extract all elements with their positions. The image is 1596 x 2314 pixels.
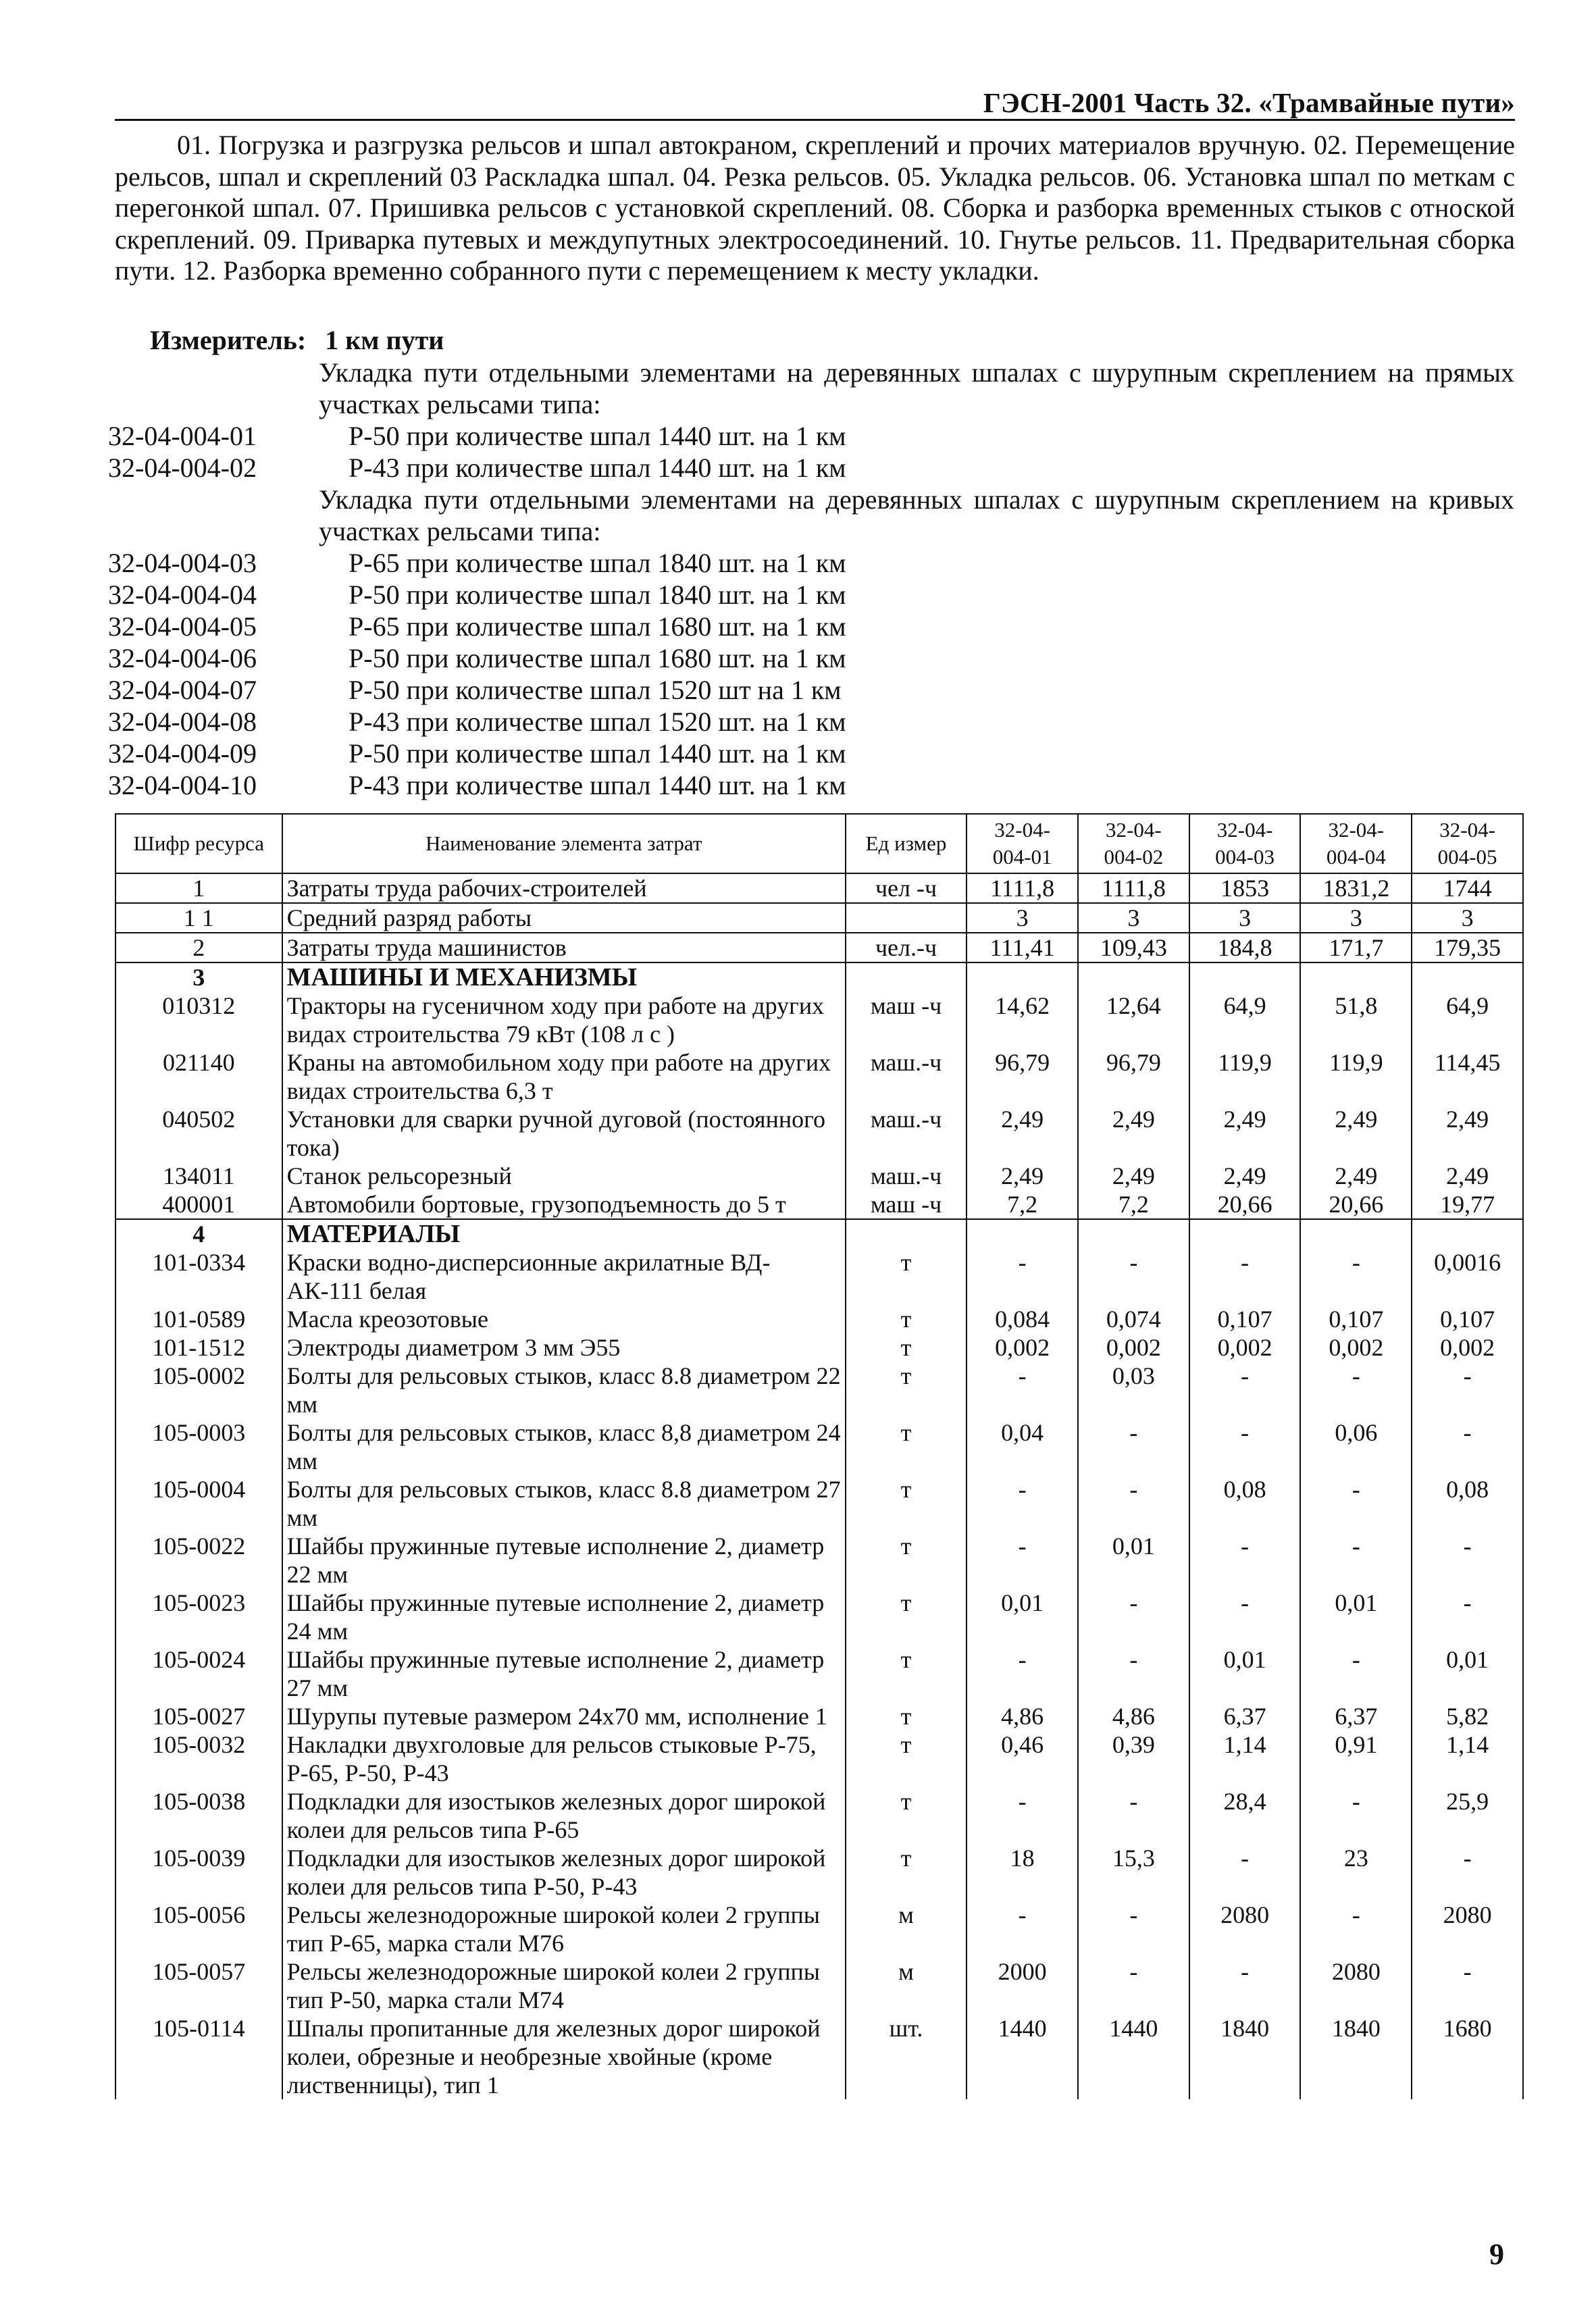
norm-value-5: 3 [1412,903,1523,933]
cost-element-name: Болты для рельсовых стыков, класс 8,8 диаметром 24 мм [282,1418,846,1475]
table-row [115,1730,1523,1787]
measure-value: 1 км пути [325,325,444,355]
norm-value-5: 2,49 [1412,1162,1523,1190]
norm-value-2: 3 [1078,903,1189,933]
norm-value-2: 2,49 [1078,1105,1189,1162]
norm-value-1: 0,04 [967,1418,1078,1475]
table-row [115,1589,1523,1645]
norm-code-row [108,420,1520,452]
norm-value-3: 0,01 [1189,1645,1301,1702]
unit-of-measure: т [846,1787,967,1844]
header-col-3: 32-04- 004-03 [1189,814,1301,873]
norm-value-4: - [1300,1532,1412,1589]
norm-value-4: 2,49 [1300,1105,1412,1162]
norm-value-2 [1078,962,1189,992]
norm-value-1: 4,86 [967,1702,1078,1730]
table-row [115,873,1523,903]
norm-value-3: 119,9 [1189,1048,1301,1105]
cost-element-name: Подкладки для изостыков железных дорог широкой колеи для рельсов типа Р-65 [282,1787,846,1844]
resource-code: 1 [115,873,282,903]
header-col-1: 32-04- 004-01 [967,814,1078,873]
norm-value-2: 12,64 [1078,992,1189,1048]
norm-value-1: 2,49 [967,1162,1078,1190]
norm-value-1: - [967,1475,1078,1532]
norm-code: 32-04-004-07 [108,675,257,705]
norm-value-4: 20,66 [1300,1190,1412,1219]
resource-code: 021140 [115,1048,282,1105]
norm-value-5: 19,77 [1412,1190,1523,1219]
table-row [115,1190,1523,1219]
norm-value-5: 179,35 [1412,933,1523,962]
cost-element-name: Шайбы пружинные путевые исполнение 2, диаметр 24 мм [282,1589,846,1645]
unit-of-measure: т [846,1730,967,1787]
resource-code: 105-0003 [115,1418,282,1475]
resource-code: 105-0022 [115,1532,282,1589]
resource-code: 105-0004 [115,1475,282,1532]
norm-value-3 [1189,1219,1301,1248]
norm-value-3 [1189,962,1301,992]
norm-value-1: 2000 [967,1957,1078,2014]
table-row [115,933,1523,962]
cost-element-name: Шпалы пропитанные для железных дорог широкой колеи, обрезные и необрезные хвойные (кроме лиственницы), тип 1 [282,2014,846,2099]
norm-value-2: 0,002 [1078,1333,1189,1362]
norm-desc: Р-50 при количестве шпал 1680 шт. на 1 км [349,643,846,673]
unit-of-measure: т [846,1333,967,1362]
cost-element-name: Шайбы пружинные путевые исполнение 2, диаметр 22 мм [282,1532,846,1589]
norm-value-4: 6,37 [1300,1702,1412,1730]
norm-code-row [108,642,1520,674]
unit-of-measure: м [846,1901,967,1957]
unit-of-measure: т [846,1475,967,1532]
resource-code: 4 [115,1219,282,1248]
norm-value-3: 2080 [1189,1901,1301,1957]
norm-value-2: - [1078,1645,1189,1702]
norm-value-4: - [1300,1901,1412,1957]
cost-element-name: Рельсы железнодорожные широкой колеи 2 группы тип Р-50, марка стали М74 [282,1957,846,2014]
unit-of-measure: т [846,1702,967,1730]
norm-desc: Р-43 при количестве шпал 1440 шт. на 1 км [349,453,846,483]
table-row [115,1844,1523,1901]
norm-code: 32-04-004-04 [108,580,257,610]
norm-value-2: 0,074 [1078,1305,1189,1333]
norm-value-5: 1680 [1412,2014,1523,2099]
norm-value-5: 1744 [1412,873,1523,903]
resource-code: 010312 [115,992,282,1048]
norm-value-3: 1853 [1189,873,1301,903]
norm-value-3: - [1189,1418,1301,1475]
table-row [115,1901,1523,1957]
header-col-4: 32-04- 004-04 [1300,814,1412,873]
norm-value-3: - [1189,1362,1301,1418]
norm-value-2: 109,43 [1078,933,1189,962]
norm-value-1 [967,962,1078,992]
unit-of-measure: шт. [846,2014,967,2099]
norm-code: 32-04-004-08 [108,706,257,737]
resource-code: 105-0027 [115,1702,282,1730]
running-header: ГЭСН-2001 Часть 32. «Трамвайные пути» [983,87,1515,118]
cost-element-name: Шурупы путевые размером 24х70 мм, исполнение 1 [282,1702,846,1730]
norm-value-1: 1440 [967,2014,1078,2099]
norm-code-row [108,738,1520,769]
norm-value-5: - [1412,1844,1523,1901]
unit-of-measure: т [846,1248,967,1305]
norm-value-4: 1831,2 [1300,873,1412,903]
norm-value-2: 1111,8 [1078,873,1189,903]
table-row [115,1248,1523,1305]
norm-value-5: 0,107 [1412,1305,1523,1333]
norm-value-5: 2080 [1412,1901,1523,1957]
cost-element-name: МАШИНЫ И МЕХАНИЗМЫ [282,962,846,992]
work-composition-paragraph: 01. Погрузка и разгрузка рельсов и шпал автокраном, скреплений и прочих материалов вручную. 02. Перемещение рельсов, шпал и скреплений 03 Раскладка шпал. 04. Резка рельсов. 05. Укладка рельсов. 06. Установка шпал по меткам с перегонкой шпал. 07. Пришивка рельсов с установкой скреплений. 08. Сборка и разборка временных стыков с отноской скреплений. 09. Приварка путевых и междупутных электросоединений. 10. Гнутье рельсов. 11. Предварительная сборка пути. 12. Разборка временно собранного пути с перемещением к месту укладки. [115,130,1515,286]
cost-element-name: Установки для сварки ручной дуговой (постоянного тока) [282,1105,846,1162]
table-row [115,1787,1523,1844]
resource-code: 101-0589 [115,1305,282,1333]
measure-unit [150,324,444,356]
resource-code: 105-0002 [115,1362,282,1418]
norm-value-5: 0,002 [1412,1333,1523,1362]
cost-element-name: Краски водно-дисперсионные акрилатные ВД-АК-111 белая [282,1248,846,1305]
norm-value-1: 18 [967,1844,1078,1901]
unit-of-measure: маш -ч [846,992,967,1048]
norm-value-3: - [1189,1589,1301,1645]
norm-value-5: 25,9 [1412,1787,1523,1844]
unit-of-measure: м [846,1957,967,2014]
cost-element-name: Болты для рельсовых стыков, класс 8.8 диаметром 22 мм [282,1362,846,1418]
norm-value-1: 111,41 [967,933,1078,962]
cost-element-name: Рельсы железнодорожные широкой колеи 2 группы тип Р-65, марка стали М76 [282,1901,846,1957]
norm-value-1: 0,46 [967,1730,1078,1787]
norm-code: 32-04-004-05 [108,611,257,642]
norm-value-2 [1078,1219,1189,1248]
resource-code: 040502 [115,1105,282,1162]
norm-desc: Р-50 при количестве шпал 1440 шт. на 1 км [349,738,846,769]
norm-value-2: 7,2 [1078,1190,1189,1219]
norm-value-1: 3 [967,903,1078,933]
table-row [115,1048,1523,1105]
norm-value-1 [967,1219,1078,1248]
resource-code: 134011 [115,1162,282,1190]
norm-value-3: 184,8 [1189,933,1301,962]
norm-desc: Р-43 при количестве шпал 1520 шт. на 1 км [349,706,846,737]
resource-code: 105-0057 [115,1957,282,2014]
norm-value-2: - [1078,1248,1189,1305]
resource-code: 1 1 [115,903,282,933]
norm-value-3: 1,14 [1189,1730,1301,1787]
norm-code-row [108,769,1520,801]
norm-code: 32-04-004-02 [108,453,257,483]
unit-of-measure [846,962,967,992]
resource-code: 105-0038 [115,1787,282,1844]
norm-value-5: - [1412,1589,1523,1645]
norm-value-4: 0,91 [1300,1730,1412,1787]
norm-value-2: - [1078,1418,1189,1475]
group-description: Укладка пути отдельными элементами на деревянных шпалах с шурупным скреплением на кривых участках рельсами типа: [319,484,1514,546]
cost-element-name: Затраты труда машинистов [282,933,846,962]
table-row [115,1957,1523,2014]
table-body [115,873,1523,2099]
norm-value-4: 0,06 [1300,1418,1412,1475]
unit-of-measure: т [846,1589,967,1645]
norm-value-3: - [1189,1532,1301,1589]
norm-value-3: - [1189,1957,1301,2014]
norm-value-3: 2,49 [1189,1105,1301,1162]
norm-value-4: - [1300,1787,1412,1844]
unit-of-measure: маш.-ч [846,1105,967,1162]
unit-of-measure: т [846,1844,967,1901]
norm-value-3: - [1189,1844,1301,1901]
norm-value-5: - [1412,1532,1523,1589]
section-row [115,1219,1523,1248]
unit-of-measure: т [846,1305,967,1333]
norm-desc: Р-50 при количестве шпал 1840 шт. на 1 км [349,580,846,610]
norm-value-4: 0,01 [1300,1589,1412,1645]
norm-value-2: 0,03 [1078,1362,1189,1418]
norm-desc: Р-65 при количестве шпал 1840 шт. на 1 км [349,548,846,578]
header-col-2: 32-04- 004-02 [1078,814,1189,873]
resource-code: 2 [115,933,282,962]
norm-value-5: 114,45 [1412,1048,1523,1105]
norm-desc: Р-50 при количестве шпал 1520 шт на 1 км [349,675,842,705]
header-name: Наименование элемента затрат [282,814,846,873]
table-row [115,1418,1523,1475]
norm-value-2: 0,01 [1078,1532,1189,1589]
table-row [115,1105,1523,1162]
resource-code: 101-0334 [115,1248,282,1305]
norm-value-1: 2,49 [967,1105,1078,1162]
norm-value-1: - [967,1248,1078,1305]
norm-codes-list [108,357,1520,801]
table-row [115,1333,1523,1362]
cost-element-name: Затраты труда рабочих-строителей [282,873,846,903]
norm-value-2: - [1078,1475,1189,1532]
resource-code: 101-1512 [115,1333,282,1362]
norm-value-2: 2,49 [1078,1162,1189,1190]
norm-value-4 [1300,1219,1412,1248]
norm-value-5: - [1412,1957,1523,2014]
norm-value-1: 96,79 [967,1048,1078,1105]
unit-of-measure: маш.-ч [846,1162,967,1190]
header-unit: Ед измер [846,814,967,873]
resource-code: 105-0024 [115,1645,282,1702]
unit-of-measure: т [846,1645,967,1702]
section-row [115,962,1523,992]
norm-value-4: 171,7 [1300,933,1412,962]
norm-value-1: - [967,1532,1078,1589]
table-row [115,1305,1523,1333]
norm-value-3: 6,37 [1189,1702,1301,1730]
norm-value-3: 0,002 [1189,1333,1301,1362]
norm-value-3: 0,107 [1189,1305,1301,1333]
work-composition-text [115,130,1515,287]
resource-code: 105-0023 [115,1589,282,1645]
norm-value-4: 51,8 [1300,992,1412,1048]
norm-value-4: 2080 [1300,1957,1412,2014]
norm-value-1: 0,002 [967,1333,1078,1362]
measure-label: Измеритель: [150,325,307,355]
resource-code: 105-0032 [115,1730,282,1787]
norm-value-2: 96,79 [1078,1048,1189,1105]
norm-value-2: - [1078,1589,1189,1645]
cost-element-name: Подкладки для изостыков железных дорог широкой колеи для рельсов типа Р-50, Р-43 [282,1844,846,1901]
resource-code: 105-0114 [115,2014,282,2099]
cost-element-name: Станок рельсорезный [282,1162,846,1190]
resource-code: 3 [115,962,282,992]
norm-value-5 [1412,962,1523,992]
norm-value-5: - [1412,1418,1523,1475]
norm-value-1: 1111,8 [967,873,1078,903]
norm-value-5: 2,49 [1412,1105,1523,1162]
norm-value-1: 14,62 [967,992,1078,1048]
unit-of-measure: т [846,1362,967,1418]
norm-value-5: - [1412,1362,1523,1418]
unit-of-measure: маш -ч [846,1190,967,1219]
norm-value-3: 1840 [1189,2014,1301,2099]
norm-value-1: - [967,1362,1078,1418]
norm-value-2: 0,39 [1078,1730,1189,1787]
cost-element-name: Болты для рельсовых стыков, класс 8.8 диаметром 27 мм [282,1475,846,1532]
norm-value-4: 119,9 [1300,1048,1412,1105]
norm-value-4: - [1300,1362,1412,1418]
norm-value-3: 3 [1189,903,1301,933]
norm-value-1: - [967,1787,1078,1844]
norm-value-2: - [1078,1957,1189,2014]
norm-value-3: 2,49 [1189,1162,1301,1190]
cost-element-name: МАТЕРИАЛЫ [282,1219,846,1248]
norm-value-5: 64,9 [1412,992,1523,1048]
resource-table [115,813,1524,2099]
norm-value-3: 20,66 [1189,1190,1301,1219]
group-description: Укладка пути отдельными элементами на деревянных шпалах с шурупным скреплением на прямых участках рельсами типа: [319,357,1514,419]
header-code: Шифр ресурса [115,814,282,873]
table-row [115,1362,1523,1418]
cost-element-name: Накладки двухголовые для рельсов стыковые Р-75, Р-65, Р-50, Р-43 [282,1730,846,1787]
norm-code-row [108,674,1520,706]
norm-value-1: - [967,1645,1078,1702]
norm-value-3: 0,08 [1189,1475,1301,1532]
norm-value-4: 2,49 [1300,1162,1412,1190]
norm-code: 32-04-004-09 [108,738,257,769]
norm-value-5: 5,82 [1412,1702,1523,1730]
table-row [115,1532,1523,1589]
header-rule [115,119,1515,121]
norm-value-4: 0,002 [1300,1333,1412,1362]
norm-value-5: 1,14 [1412,1730,1523,1787]
norm-value-5 [1412,1219,1523,1248]
norm-value-5: 0,08 [1412,1475,1523,1532]
norm-value-2: - [1078,1787,1189,1844]
norm-value-1: 0,084 [967,1305,1078,1333]
norm-code-row [108,706,1520,738]
norm-value-1: 0,01 [967,1589,1078,1645]
unit-of-measure [846,1219,967,1248]
norm-value-4: - [1300,1248,1412,1305]
table-header-row [115,814,1523,873]
norm-value-4: 0,107 [1300,1305,1412,1333]
norm-code: 32-04-004-03 [108,548,257,578]
cost-element-name: Средний разряд работы [282,903,846,933]
norm-value-4: 1840 [1300,2014,1412,2099]
norm-desc: Р-43 при количестве шпал 1440 шт. на 1 км [349,770,846,800]
norm-value-2: 15,3 [1078,1844,1189,1901]
cost-element-name: Шайбы пружинные путевые исполнение 2, диаметр 27 мм [282,1645,846,1702]
norm-value-4: 3 [1300,903,1412,933]
norm-code: 32-04-004-06 [108,643,257,673]
unit-of-measure: т [846,1532,967,1589]
cost-element-name: Масла креозотовые [282,1305,846,1333]
resource-code: 105-0056 [115,1901,282,1957]
norm-value-3: 64,9 [1189,992,1301,1048]
norm-value-3: - [1189,1248,1301,1305]
norm-value-4: - [1300,1475,1412,1532]
norm-value-2: 4,86 [1078,1702,1189,1730]
table-row [115,1162,1523,1190]
unit-of-measure [846,903,967,933]
norm-code-row [108,452,1520,484]
table-row [115,903,1523,933]
table-row [115,1702,1523,1730]
unit-of-measure: чел.-ч [846,933,967,962]
norm-code: 32-04-004-01 [108,421,257,451]
norm-value-5: 0,01 [1412,1645,1523,1702]
norm-value-4 [1300,962,1412,992]
table-row [115,1645,1523,1702]
cost-element-name: Тракторы на гусеничном ходу при работе на других видах строительства 79 кВт (108 л с ) [282,992,846,1048]
norm-value-1: - [967,1901,1078,1957]
norm-desc: Р-50 при количестве шпал 1440 шт. на 1 км [349,421,846,451]
cost-element-name: Электроды диаметром 3 мм Э55 [282,1333,846,1362]
norm-value-3: 28,4 [1189,1787,1301,1844]
header-col-5: 32-04- 004-05 [1412,814,1523,873]
norm-value-4: - [1300,1645,1412,1702]
norm-value-1: 7,2 [967,1190,1078,1219]
table-row [115,1475,1523,1532]
cost-element-name: Автомобили бортовые, грузоподъемность до 5 т [282,1190,846,1219]
norm-desc: Р-65 при количестве шпал 1680 шт. на 1 км [349,611,846,642]
norm-code-row [108,579,1520,611]
norm-code: 32-04-004-10 [108,770,257,800]
norm-code-row [108,547,1520,579]
norm-value-4: 23 [1300,1844,1412,1901]
table-row [115,992,1523,1048]
unit-of-measure: чел -ч [846,873,967,903]
norm-code-row [108,611,1520,642]
unit-of-measure: маш.-ч [846,1048,967,1105]
resource-code: 400001 [115,1190,282,1219]
resource-code: 105-0039 [115,1844,282,1901]
cost-element-name: Краны на автомобильном ходу при работе на других видах строительства 6,3 т [282,1048,846,1105]
table-row [115,2014,1523,2099]
unit-of-measure: т [846,1418,967,1475]
page-number: 9 [1489,2238,1504,2271]
norm-value-2: - [1078,1901,1189,1957]
norm-value-5: 0,0016 [1412,1248,1523,1305]
norm-value-2: 1440 [1078,2014,1189,2099]
